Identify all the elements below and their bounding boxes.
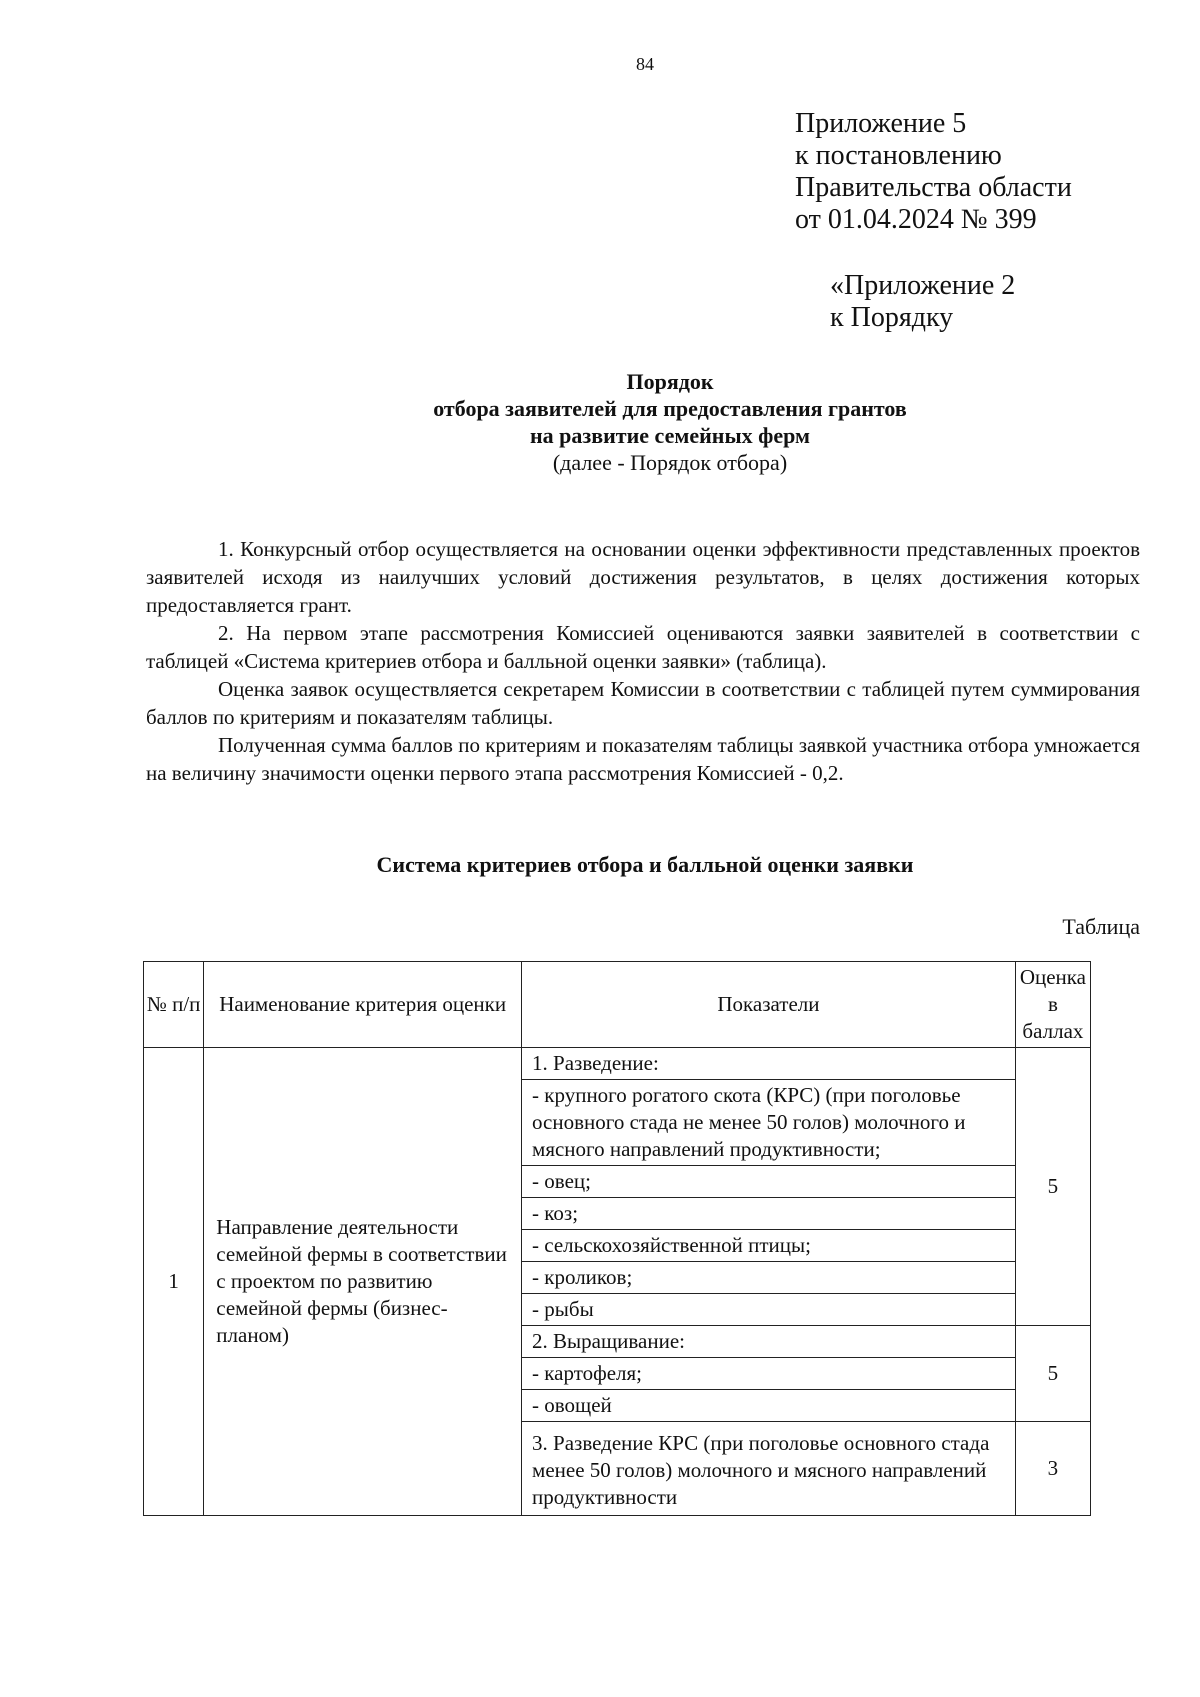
- indicator-cell: - кроликов;: [522, 1262, 1016, 1294]
- paragraph: Оценка заявок осуществляется секретарем Комиссии в соответствии с таблицей путем суммирования баллов по критериям и показателям таблицы.: [146, 677, 1140, 729]
- score-cell: 5: [1015, 1048, 1090, 1326]
- appendix-block: [795, 108, 1072, 236]
- indicator-cell: 1. Разведение:: [522, 1048, 1016, 1080]
- table-header-row: [144, 962, 1091, 1048]
- score-cell: 5: [1015, 1326, 1090, 1422]
- appendix-line: к постановлению: [795, 140, 1002, 171]
- indicator-cell: - сельскохозяйственной птицы;: [522, 1230, 1016, 1262]
- indicator-cell: - овец;: [522, 1166, 1016, 1198]
- indicator-cell: 2. Выращивание:: [522, 1326, 1016, 1358]
- body-text: [146, 535, 1140, 787]
- table-row: [144, 1048, 1091, 1080]
- indicator-cell: - картофеля;: [522, 1358, 1016, 1390]
- table-title: Система критериев отбора и балльной оценки заявки: [376, 852, 914, 877]
- header-name: Наименование критерия оценки: [204, 962, 522, 1048]
- indicator-cell: - рыбы: [522, 1294, 1016, 1326]
- row-num: 1: [144, 1048, 204, 1516]
- criteria-table: [143, 961, 1091, 1516]
- document-title: [0, 368, 1200, 476]
- indicator-cell: - коз;: [522, 1198, 1016, 1230]
- page-number: 84: [636, 54, 654, 74]
- title-line: Порядок: [626, 369, 714, 394]
- appendix-line: Приложение 5: [795, 108, 967, 139]
- appendix2-block: [830, 270, 1015, 334]
- title-subline: (далее - Порядок отбора): [552, 450, 788, 475]
- paragraph: 1. Конкурсный отбор осуществляется на основании оценки эффективности представленных проектов заявителей исходя из наилучших условий достижения результатов, в целях достижения которых предоставляется грант.: [146, 537, 1140, 617]
- header-num: № п/п: [144, 962, 204, 1048]
- indicator-cell: - овощей: [522, 1390, 1016, 1422]
- row-criterion-name: Направление деятельности семейной фермы в соответствии с проектом по развитию семейной фермы (бизнес-планом): [204, 1048, 522, 1516]
- indicator-cell: - крупного рогатого скота (КРС) (при поголовье основного стада не менее 50 голов) молочного и мясного направлений продуктивности;: [522, 1080, 1016, 1166]
- indicator-cell: 3. Разведение КРС (при поголовье основного стада менее 50 голов) молочного и мясного направлений продуктивности: [522, 1422, 1016, 1516]
- table-caption: Таблица: [1062, 914, 1140, 939]
- title-line: отбора заявителей для предоставления грантов: [433, 396, 907, 421]
- appendix2-line: к Порядку: [830, 302, 954, 333]
- appendix-line: от 01.04.2024 № 399: [795, 204, 1037, 235]
- paragraph: 2. На первом этапе рассмотрения Комиссией оцениваются заявки заявителей в соответствии с таблицей «Система критериев отбора и балльной оценки заявки» (таблица).: [146, 621, 1140, 673]
- title-line: на развитие семейных ферм: [529, 423, 810, 448]
- header-score: Оценка в баллах: [1015, 962, 1090, 1048]
- paragraph: Полученная сумма баллов по критериям и показателям таблицы заявкой участника отбора умножается на величину значимости оценки первого этапа рассмотрения Комиссией - 0,2.: [146, 733, 1140, 785]
- appendix2-line: «Приложение 2: [830, 270, 1016, 301]
- score-cell: 3: [1015, 1422, 1090, 1516]
- appendix-line: Правительства области: [795, 172, 1072, 203]
- header-indicators: Показатели: [522, 962, 1016, 1048]
